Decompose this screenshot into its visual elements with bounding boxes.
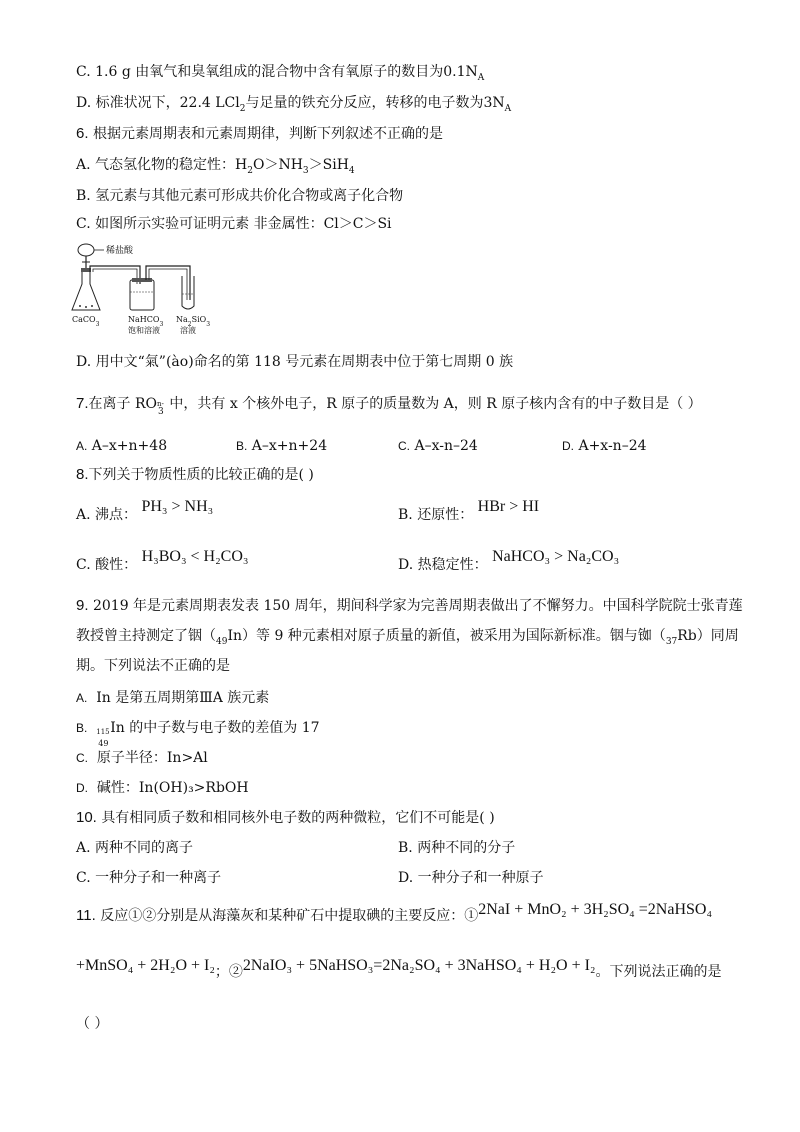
option-label: C. (76, 751, 88, 765)
q10-option-a: A. 两种不同的离子 (76, 840, 194, 856)
sub: 37 (665, 636, 678, 647)
question-number: 8. (76, 466, 89, 483)
q7-option-b (236, 436, 327, 456)
tube-label-2: 溶液 (180, 326, 196, 335)
option-text: 原子半径：In>Al (96, 750, 208, 766)
sub: A (477, 72, 485, 83)
option-label: D. 热稳定性： (398, 557, 488, 573)
formula: NaHCO₃ > Na₂CO₃ (492, 548, 620, 565)
equation-1: 2NaI + MnO₂ + 3H₂SO₄ =2NaHSO₄ (478, 901, 713, 918)
text: ”(ào)命名的第 118 号元素在周期表中位于第七周期 0 族 (158, 354, 514, 370)
q5-option-d-text: D. 标准状况下，22.4 LCl (76, 95, 240, 111)
q7-option-c (398, 436, 478, 456)
text: Rb）同周 (677, 628, 739, 644)
text: O＞NH (252, 157, 303, 173)
q9-option-a (76, 688, 269, 708)
q10-option-c: C. 一种分子和一种离子 (76, 870, 222, 886)
q6-option-b: B. 氢元素与其他元素可形成共价化合物或离子化合物 (76, 188, 404, 204)
separator: ；② (214, 964, 243, 980)
q6-option-c: C. 如图所示实验可证明元素 非金属性：Cl＞C＞Si (76, 216, 392, 232)
q7-option-d (562, 436, 647, 456)
sub: 2 (239, 103, 246, 114)
sub: 2 (247, 165, 253, 176)
q5-option-c-text: C. 1.6 g 由氧气和臭氧组成的混合物中含有氧原子的数目为0.1N (76, 64, 478, 80)
q8-option-d (398, 548, 620, 575)
question-number: 7. (76, 395, 89, 412)
sup: n- (156, 400, 164, 408)
equation-1-continued: +MnSO₄ + 2H₂O + I₂ (76, 957, 215, 974)
option-label: C. (398, 439, 410, 453)
formula: PH₃ > NH₃ (141, 498, 214, 515)
bottle-label: NaHCO$_3$ (128, 315, 164, 328)
question-text: 反应①②分别是从海藻灰和某种矿石中提取碘的主要反应：① (100, 908, 479, 924)
q5-option-c (76, 62, 484, 88)
option-label: A. (76, 439, 88, 453)
q5-option-d-rest: 与足量的铁充分反应，转移的电子数为3N (245, 95, 505, 111)
sub: A (504, 103, 512, 114)
text: In）等 9 种元素相对原子质量的新值，被采用为国际新标准。铟与铷（ (227, 628, 666, 644)
option-text: A–x+n+48 (91, 438, 168, 454)
question-text: 根据元素周期表和元素周期律，判断下列叙述不正确的是 (92, 126, 443, 142)
q10-option-d: D. 一种分子和一种原子 (398, 870, 544, 886)
question-number: 6. (76, 125, 89, 142)
q10-stem (76, 808, 495, 828)
option-label: A. (76, 691, 88, 705)
option-text: In 是第五周期第ⅢA 族元素 (96, 690, 270, 706)
q6-stem (76, 124, 443, 144)
q11-answer-paren: （ ） (76, 1016, 109, 1032)
bottle-label-2: 饱和溶液 (128, 326, 160, 335)
option-label: B. 还原性： (398, 507, 474, 523)
sub: 3 (157, 407, 164, 417)
q8-option-b (398, 498, 540, 525)
q11-stem (76, 901, 713, 926)
q7-stem (76, 394, 702, 417)
option-label: C. 酸性： (76, 557, 138, 573)
text: A. 气态氢化物的稳定性：H (76, 157, 248, 173)
q9-line-2 (76, 626, 739, 652)
question-number: 10. (76, 809, 97, 826)
sup: 115 (96, 728, 110, 736)
question-number: 9. (76, 597, 89, 614)
q8-option-a (76, 498, 214, 525)
q9-line-3: 期。下列说法不正确的是 (76, 658, 230, 674)
text: D. 用中文“ (76, 354, 145, 370)
question-text: 2019 年是元素周期表发表 150 周年，期间科学家为完善周期表做出了不懈努力。中国科学院院士张青莲 (92, 598, 743, 614)
sub: 49 (98, 739, 109, 748)
question-text-tail: 。下列说法正确的是 (595, 964, 722, 980)
q9-option-d (76, 778, 249, 798)
q8-stem (76, 465, 314, 485)
q9-option-b (76, 718, 320, 748)
option-label: A. 沸点： (76, 507, 138, 523)
option-text: A+x-n–24 (578, 438, 647, 454)
q7-option-a (76, 436, 167, 456)
option-label: D. (76, 781, 88, 795)
equation-2: 2NaIO₃ + 5NaHSO₃=2Na₂SO₄ + 3NaHSO₄ + H₂O + I₂ (242, 957, 596, 974)
option-label: B. (76, 721, 88, 735)
text: 教授曾主持测定了铟（ (76, 628, 216, 644)
option-text: A–x+n+24 (251, 438, 328, 454)
option-label: B. (236, 439, 248, 453)
question-number: 11. (76, 907, 96, 924)
element-char: 氣 (144, 354, 159, 370)
q10-option-b: B. 两种不同的分子 (398, 840, 516, 856)
text: ＞SiH (308, 157, 349, 173)
q5-option-d (76, 93, 511, 119)
q9-option-c (76, 748, 208, 768)
text: 中，共有 x 个核外电子，R 原子的质量数为 A，则 R 原子核内含有的中子数目是（ ） (164, 396, 702, 412)
text: 在离子 RO (88, 396, 157, 412)
formula: HBr > HI (477, 498, 540, 515)
acid-label: 稀盐酸 (106, 246, 134, 256)
formula: H₃BO₃ < H₂CO₃ (141, 548, 249, 565)
option-label: D. (562, 439, 574, 453)
option-text: A–x-n–24 (414, 438, 478, 454)
question-text: 下列关于物质性质的比较正确的是( ) (88, 467, 314, 483)
q8-option-c (76, 548, 249, 575)
tube-label: $Na_2SiO_3$ (176, 315, 211, 328)
q11-equations (76, 957, 722, 982)
q6-option-a (76, 155, 355, 181)
q9-line-1 (76, 596, 743, 616)
experiment-apparatus-figure (70, 240, 220, 336)
option-text: In 的中子数与电子数的差值为 17 (110, 720, 320, 736)
sub: 3 (302, 165, 309, 176)
option-text: 碱性：In(OH)₃>RbOH (96, 780, 249, 796)
question-text: 具有相同质子数和相同核外电子数的两种微粒，它们不可能是( ) (101, 810, 495, 826)
flask-label: CaCO$_3$ (72, 315, 100, 328)
sub: 49 (216, 636, 228, 647)
q6-option-d (76, 352, 513, 372)
sub: 4 (348, 165, 355, 176)
